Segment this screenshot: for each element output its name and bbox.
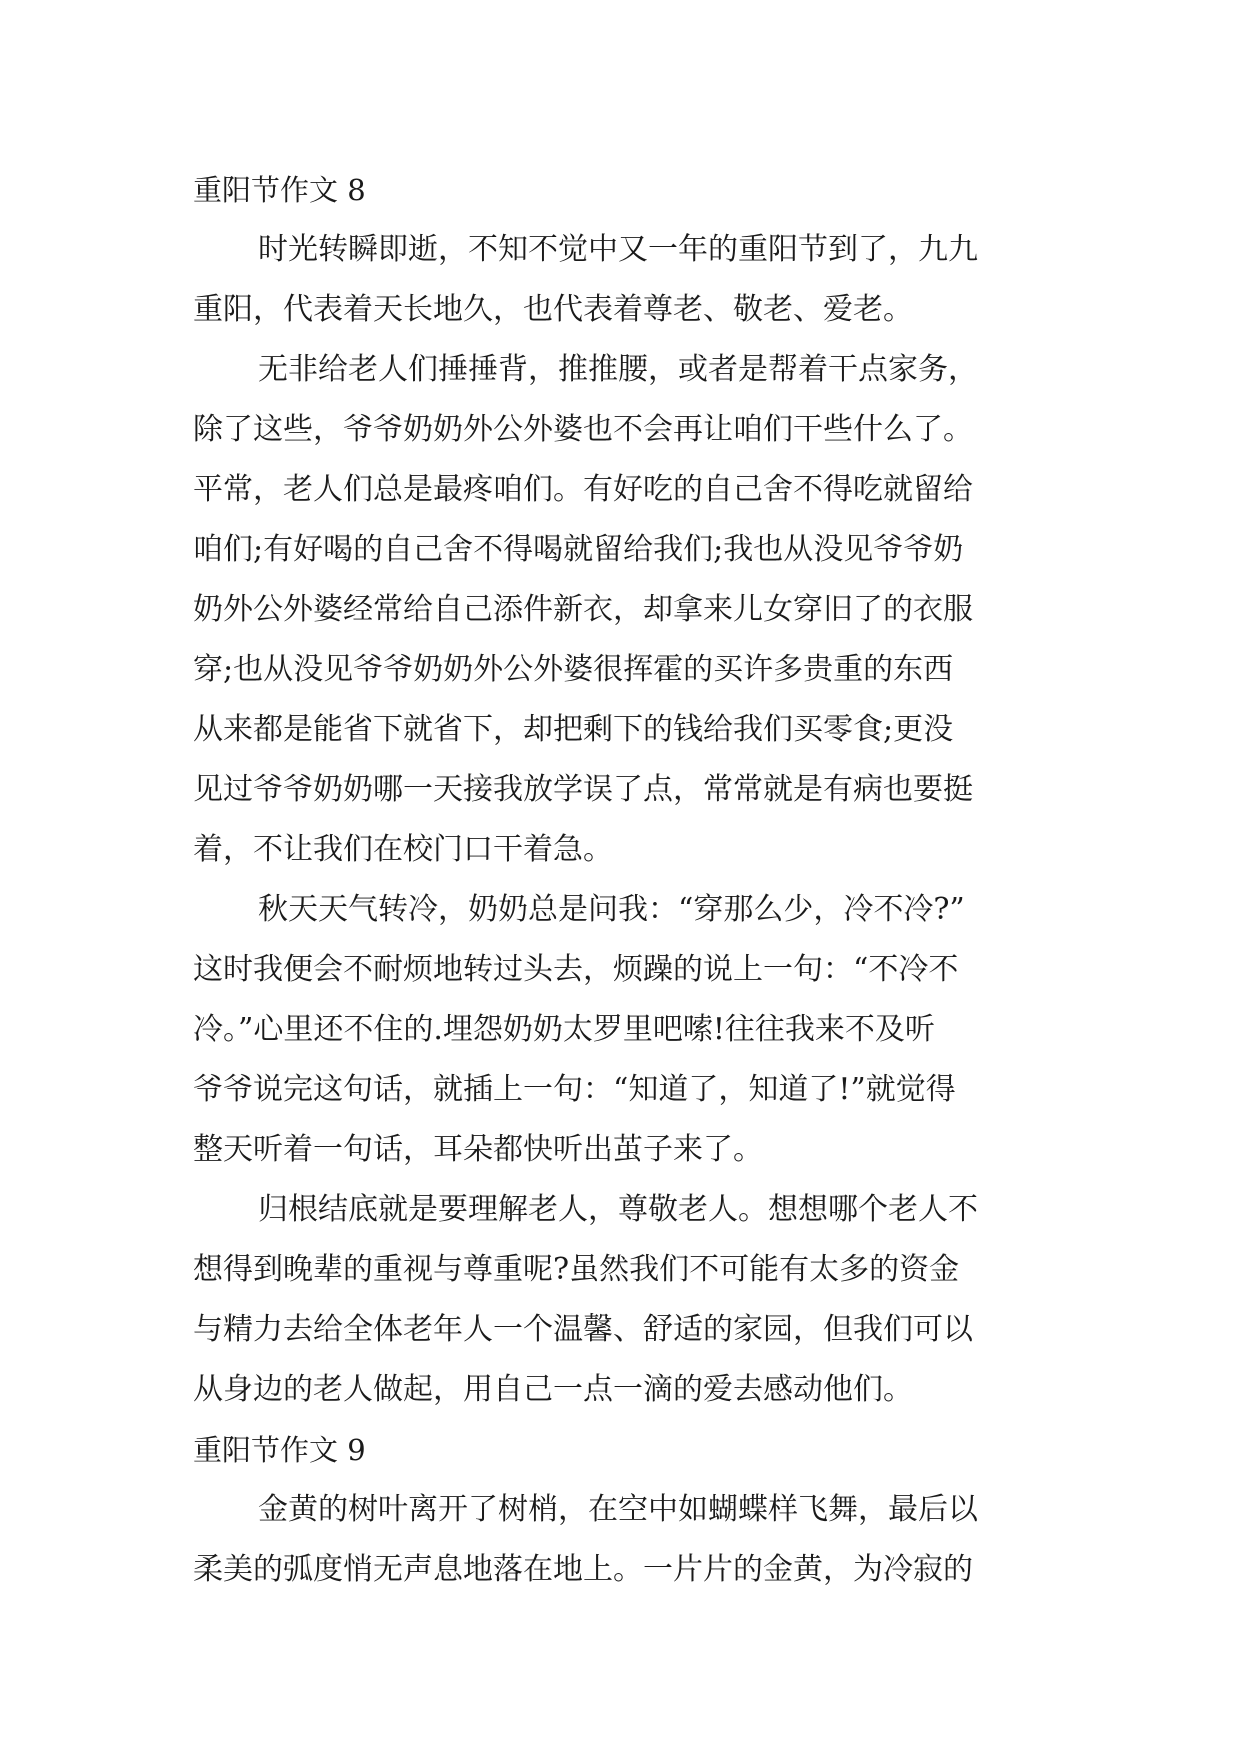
paragraph [193,880,1053,1180]
paragraph [193,220,1053,340]
text-line: 平常，老人们总是最疼咱们。有好吃的自己舍不得吃就留给 [193,472,973,507]
paragraph [193,340,1053,880]
text-line: 整天听着一句话，耳朵都快听出茧子来了。 [193,1132,763,1167]
text-line: 归根结底就是要理解老人，尊敬老人。想想哪个老人不 [258,1192,978,1227]
text-line: 柔美的弧度悄无声息地落在地上。一片片的金黄，为冷寂的 [193,1552,973,1587]
text-line: 咱们;有好喝的自己舍不得喝就留给我们;我也从没见爷爷奶 [193,532,964,567]
text-line: 除了这些，爷爷奶奶外公外婆也不会再让咱们干些什么了。 [193,412,973,447]
text-line: 与精力去给全体老年人一个温馨、舒适的家园，但我们可以 [193,1312,973,1347]
text-line: 见过爷爷奶奶哪一天接我放学误了点，常常就是有病也要挺 [193,772,973,807]
paragraph [193,1480,1053,1600]
text-line: 这时我便会不耐烦地转过头去，烦躁的说上一句：“不冷不 [193,952,959,987]
text-line: 奶外公外婆经常给自己添件新衣，却拿来儿女穿旧了的衣服 [193,592,973,627]
text-line: 穿;也从没见爷爷奶奶外公外婆很挥霍的买许多贵重的东西 [193,652,954,687]
text-line: 秋天天气转冷，奶奶总是问我：“穿那么少，冷不冷?” [258,892,965,927]
text-line: 冷。”心里还不住的.埋怨奶奶太罗里吧嗦!往往我来不及听 [193,1012,935,1047]
text-line: 爷爷说完这句话，就插上一句：“知道了，知道了!”就觉得 [193,1072,956,1107]
document-page [193,160,1053,1600]
section-title: 重阳节作文 9 [193,1433,366,1467]
section-title: 重阳节作文 8 [193,173,366,207]
text-line: 无非给老人们捶捶背，推推腰，或者是帮着干点家务， [258,352,978,387]
text-line: 从来都是能省下就省下，却把剩下的钱给我们买零食;更没 [193,712,954,747]
text-line: 从身边的老人做起，用自己一点一滴的爱去感动他们。 [193,1372,913,1407]
text-line: 时光转瞬即逝，不知不觉中又一年的重阳节到了，九九 [258,232,978,267]
paragraph [193,1180,1053,1420]
text-line: 着，不让我们在校门口干着急。 [193,832,613,867]
text-line: 金黄的树叶离开了树梢，在空中如蝴蝶样飞舞，最后以 [258,1492,978,1527]
text-line: 想得到晚辈的重视与尊重呢?虽然我们不可能有太多的资金 [193,1252,960,1287]
text-line: 重阳，代表着天长地久，也代表着尊老、敬老、爱老。 [193,292,913,327]
